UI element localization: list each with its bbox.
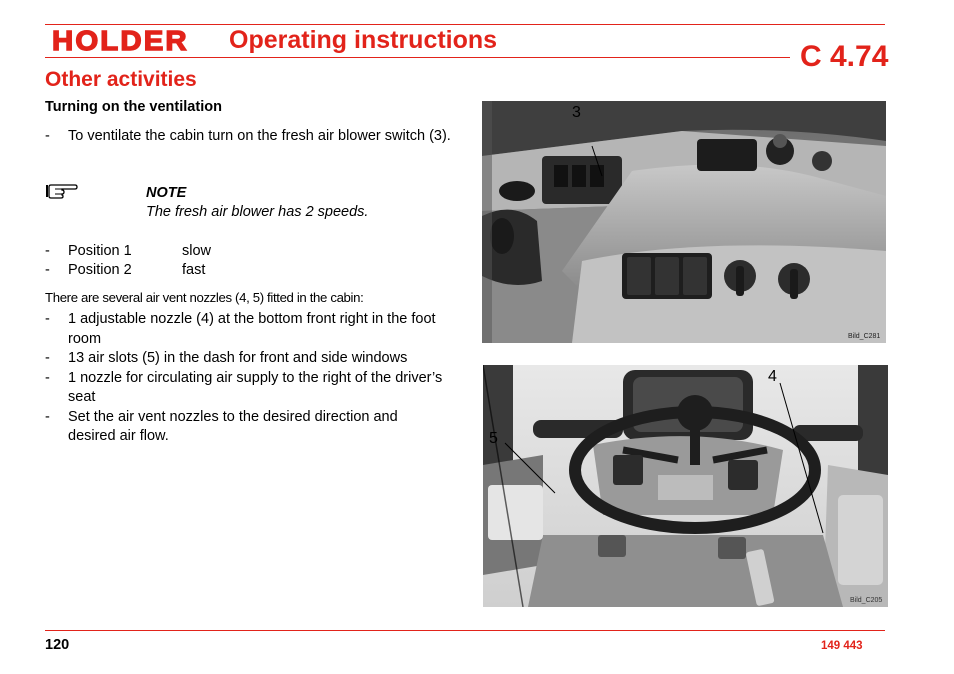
callout-4: 4 <box>768 368 777 385</box>
subheading: Turning on the ventilation <box>45 99 222 115</box>
instruction-text: To ventilate the cabin turn on the fresh air blower switch (3). <box>68 128 451 144</box>
list-dash: - <box>45 128 50 144</box>
list-dash: - <box>45 243 50 259</box>
list-item <box>45 310 455 349</box>
section-code: C 4.74 <box>800 40 889 73</box>
callout-3: 3 <box>572 104 581 121</box>
pointing-hand-icon <box>44 182 78 200</box>
header-bottom-rule <box>45 57 790 58</box>
nozzle-list <box>45 310 455 447</box>
nozzle-item-text: Set the air vent nozzles to the desired direction and desired air flow. <box>68 408 398 444</box>
callout-5: 5 <box>489 430 498 447</box>
photo-caption: Bild_C281 <box>848 333 881 340</box>
list-item <box>45 408 455 447</box>
section-title: Other activities <box>45 68 197 91</box>
list-dash: - <box>45 262 50 278</box>
note-heading: NOTE <box>146 185 187 201</box>
document-number: 149 443 <box>821 640 863 652</box>
holder-logo: HOLDER <box>52 25 189 56</box>
list-dash: - <box>45 311 50 327</box>
position-label: Position 1 <box>68 243 132 259</box>
page-title: Operating instructions <box>229 26 498 54</box>
instruction-list <box>45 127 455 147</box>
list-item <box>45 349 455 369</box>
note-text: The fresh air blower has 2 speeds. <box>146 204 369 220</box>
cabin-photo <box>483 365 888 607</box>
list-dash: - <box>45 350 50 366</box>
nozzles-intro: There are several air vent nozzles (4, 5) fitted in the cabin: <box>45 290 364 305</box>
photo-caption: Bild_C205 <box>850 597 883 604</box>
list-dash: - <box>45 408 50 425</box>
list-dash: - <box>45 369 50 386</box>
nozzle-item-text: 13 air slots (5) in the dash for front and side windows <box>68 350 408 366</box>
list-item <box>45 369 455 408</box>
position-speed: slow <box>182 243 212 259</box>
footer-rule <box>45 630 885 631</box>
nozzle-item-text: 1 adjustable nozzle (4) at the bottom front right in the foot room <box>68 311 436 347</box>
list-item <box>45 127 455 147</box>
switch-panel-photo <box>482 101 886 343</box>
position-label: Position 2 <box>68 262 132 278</box>
nozzle-item-text: 1 nozzle for circulating air supply to the right of the driver’s seat <box>68 369 443 405</box>
position-speed: fast <box>182 262 206 278</box>
page-number: 120 <box>45 637 70 653</box>
